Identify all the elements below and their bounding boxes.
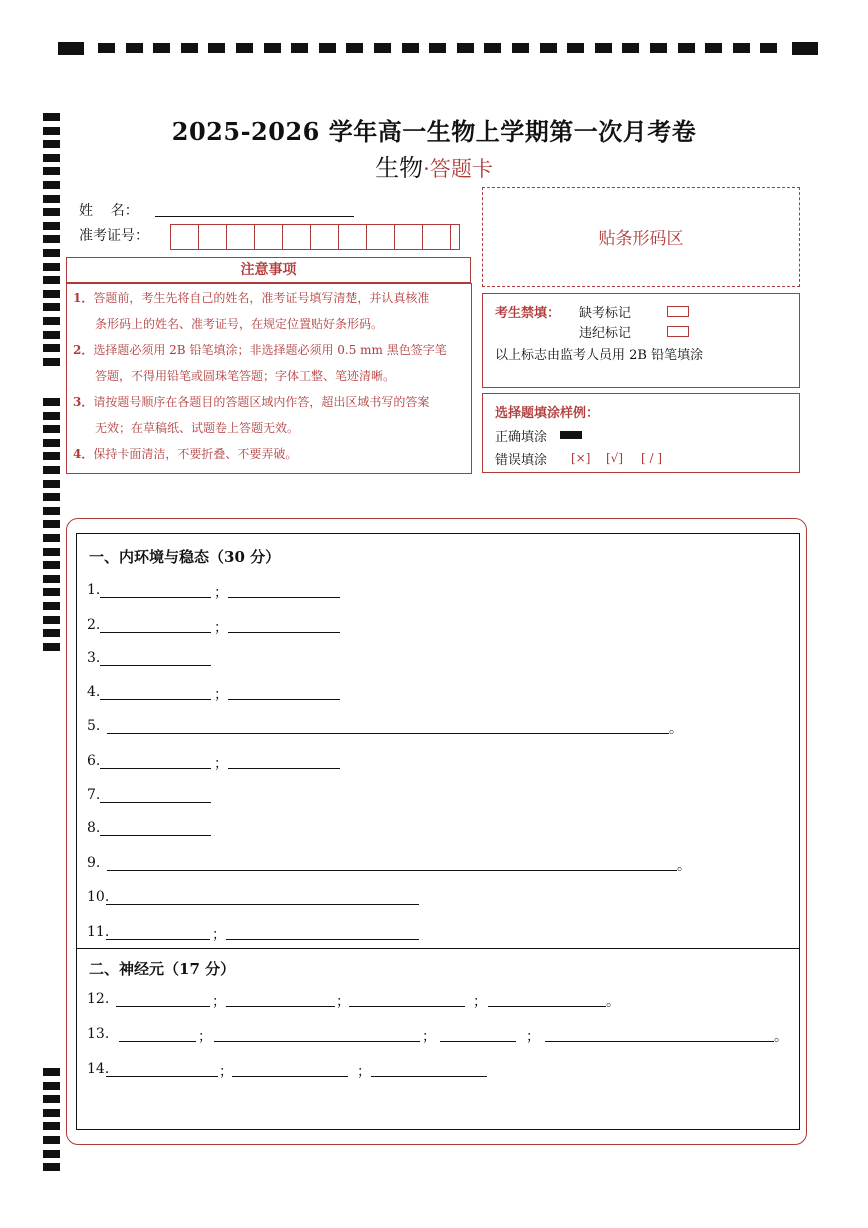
timing-mark (43, 548, 60, 556)
correct-fill-label: 正确填涂 (495, 430, 548, 445)
q4-number: 4. (87, 684, 101, 700)
q4-blank-1[interactable] (100, 699, 211, 700)
q12-blank-1[interactable] (116, 1006, 210, 1007)
q8-blank-1[interactable] (100, 835, 211, 836)
notice-item-2-line1: 2．选择题必须用 2B 铅笔填涂；非选择题必须用 0.5 mm 黑色签字笔 (73, 343, 447, 357)
timing-mark (43, 520, 60, 528)
q1-blank-2[interactable] (228, 597, 340, 598)
notice-title: 注意事项 (240, 262, 297, 278)
timing-mark (43, 561, 60, 569)
notice-item-3-line1: 3．请按题号顺序在各题目的答题区域内作答，超出区域书写的答案 (73, 395, 430, 409)
q13-blank-3[interactable] (440, 1041, 516, 1042)
q2-blank-2[interactable] (228, 632, 340, 633)
q13-blank-2[interactable] (214, 1041, 420, 1042)
timing-mark (512, 43, 529, 53)
subject-title (0, 148, 868, 183)
q6-sep: ； (214, 756, 228, 772)
notice-header (66, 257, 471, 283)
q10-blank-1[interactable] (106, 904, 419, 905)
exam-id-grid[interactable] (170, 224, 460, 250)
q2-sep: ； (214, 620, 228, 636)
name-label: 姓 名： (79, 203, 139, 219)
timing-mark (153, 43, 170, 53)
timing-mark (43, 195, 60, 203)
q2-blank-1[interactable] (100, 632, 211, 633)
timing-mark (43, 534, 60, 542)
q13-end: 。 (774, 1029, 788, 1045)
timing-mark (43, 344, 60, 352)
exam-id-label: 准考证号： (79, 228, 149, 244)
timing-mark (43, 439, 60, 447)
q11-number: 11. (87, 924, 110, 940)
timing-mark (43, 466, 60, 474)
proctor-note: 以上标志由监考人员用 2B 铅笔填涂 (495, 348, 704, 363)
q12-number: 12. (87, 991, 110, 1007)
q7-number: 7. (87, 787, 101, 803)
wrong-fill-label: 错误填涂 (495, 453, 548, 468)
timing-mark (374, 43, 391, 53)
q12-sep-2: ； (336, 994, 350, 1010)
fill-example-box (482, 393, 800, 473)
proctor-only-label: 考生禁填： (495, 306, 561, 321)
q12-sep-1: ； (212, 994, 226, 1010)
q6-blank-1[interactable] (100, 768, 211, 769)
timing-mark (43, 276, 60, 284)
q12-blank-2[interactable] (226, 1006, 335, 1007)
timing-mark (43, 507, 60, 515)
timing-mark (319, 43, 336, 53)
timing-mark (236, 43, 253, 53)
q11-blank-1[interactable] (106, 939, 210, 940)
q5-end: 。 (669, 721, 683, 737)
absent-mark-label: 缺考标记 (579, 306, 632, 321)
timing-mark (291, 43, 308, 53)
violation-mark-label: 违纪标记 (579, 326, 632, 341)
q14-blank-3[interactable] (371, 1076, 487, 1077)
timing-mark (43, 629, 60, 637)
section2-title: 二、神经元（17 分） (89, 960, 236, 978)
timing-mark (43, 1150, 60, 1158)
exam-title: 2025-2026 学年高一生物上学期第一次月考卷 (171, 117, 697, 146)
notice-item-1-line1: 1．答题前，考生先将自己的姓名，准考证号填写清楚，并认真核准 (73, 291, 430, 305)
q6-number: 6. (87, 753, 101, 769)
timing-mark (43, 1095, 60, 1103)
q12-end: 。 (606, 994, 620, 1010)
subject-name: 生物 (375, 154, 424, 182)
q14-sep-2: ； (357, 1064, 371, 1080)
barcode-label: 贴条形码区 (598, 229, 684, 249)
timing-mark (43, 263, 60, 271)
timing-mark (43, 249, 60, 257)
timing-mark (43, 602, 60, 610)
timing-mark (43, 412, 60, 420)
timing-mark (58, 42, 84, 55)
q7-blank-1[interactable] (100, 802, 211, 803)
q9-blank-1[interactable] (107, 870, 677, 871)
timing-mark (705, 43, 722, 53)
absent-mark-box[interactable] (667, 306, 689, 317)
q13-sep-2: ； (422, 1029, 436, 1045)
timing-mark (43, 1136, 60, 1144)
q5-number: 5. (87, 718, 101, 734)
timing-mark (43, 358, 60, 366)
timing-mark (402, 43, 419, 53)
notice-item-3-line2: 无效；在草稿纸、试题卷上答题无效。 (95, 421, 300, 435)
answer-card-label: 答题卡 (429, 157, 493, 181)
notice-body (66, 283, 472, 474)
q6-blank-2[interactable] (228, 768, 340, 769)
q8-number: 8. (87, 820, 101, 836)
timing-mark (43, 1163, 60, 1171)
timing-mark (678, 43, 695, 53)
timing-mark (43, 317, 60, 325)
timing-mark (760, 43, 777, 53)
q2-number: 2. (87, 617, 101, 633)
timing-mark (43, 222, 60, 230)
q11-sep: ； (212, 927, 226, 943)
q3-blank-1[interactable] (100, 665, 211, 666)
timing-mark (457, 43, 474, 53)
timing-mark (181, 43, 198, 53)
q1-number: 1. (87, 582, 101, 598)
notice-item-4-line1: 4．保持卡面清洁，不要折叠、不要弄破。 (73, 447, 298, 461)
q13-sep-1: ； (198, 1029, 212, 1045)
timing-mark (43, 643, 60, 651)
timing-mark (43, 303, 60, 311)
timing-mark (264, 43, 281, 53)
proctor-only-box (482, 293, 800, 388)
timing-mark (43, 290, 60, 298)
q12-blank-3[interactable] (349, 1006, 465, 1007)
q9-number: 9. (87, 855, 101, 871)
q13-blank-4[interactable] (545, 1041, 774, 1042)
timing-mark (43, 616, 60, 624)
correct-fill-sample (560, 431, 582, 439)
timing-mark (43, 1068, 60, 1076)
timing-mark (622, 43, 639, 53)
q4-blank-2[interactable] (228, 699, 340, 700)
timing-mark (43, 493, 60, 501)
timing-mark (43, 575, 60, 583)
timing-mark (43, 398, 60, 406)
q13-number: 13. (87, 1026, 110, 1042)
q1-sep: ； (214, 585, 228, 601)
timing-mark (43, 1122, 60, 1130)
timing-mark (98, 43, 115, 53)
timing-mark (43, 588, 60, 596)
q1-blank-1[interactable] (100, 597, 211, 598)
q13-sep-3: ； (526, 1029, 540, 1045)
q11-blank-2[interactable] (226, 939, 419, 940)
timing-mark (792, 42, 818, 55)
q5-blank-1[interactable] (107, 733, 669, 734)
section-divider (76, 948, 800, 949)
q14-blank-1[interactable] (106, 1076, 218, 1077)
wrong-fill-x: [×] (571, 451, 591, 465)
timing-mark (43, 1109, 60, 1117)
barcode-area (482, 187, 800, 287)
fill-example-title: 选择题填涂样例： (495, 406, 600, 421)
q14-number: 14. (87, 1061, 110, 1077)
timing-mark (43, 208, 60, 216)
timing-mark (43, 480, 60, 488)
timing-mark (43, 331, 60, 339)
wrong-fill-check: [√] (606, 451, 624, 465)
q14-sep-1: ； (219, 1064, 233, 1080)
timing-mark (595, 43, 612, 53)
timing-mark (43, 235, 60, 243)
wrong-fill-slash: [ / ] (641, 451, 663, 465)
q12-blank-4[interactable] (488, 1006, 606, 1007)
timing-mark (429, 43, 446, 53)
q14-blank-2[interactable] (232, 1076, 348, 1077)
timing-mark (346, 43, 363, 53)
violation-mark-box[interactable] (667, 326, 689, 337)
name-field[interactable] (155, 216, 354, 217)
notice-item-1-line2: 条形码上的姓名、准考证号，在规定位置贴好条形码。 (95, 317, 384, 331)
timing-mark (733, 43, 750, 53)
q12-sep-3: ； (473, 994, 487, 1010)
timing-mark (650, 43, 667, 53)
section1-title: 一、内环境与稳态（30 分） (89, 548, 281, 566)
timing-mark (43, 452, 60, 460)
notice-item-2-line2: 答题，不得用铅笔或圆珠笔答题；字体工整、笔迹清晰。 (95, 369, 396, 383)
timing-mark (540, 43, 557, 53)
subtitle-separator: · (423, 157, 430, 181)
q9-end: 。 (677, 858, 691, 874)
timing-mark (208, 43, 225, 53)
timing-mark (567, 43, 584, 53)
q10-number: 10. (87, 889, 110, 905)
timing-mark (126, 43, 143, 53)
q4-sep: ； (214, 687, 228, 703)
timing-mark (43, 425, 60, 433)
q3-number: 3. (87, 650, 101, 666)
q13-blank-1[interactable] (119, 1041, 196, 1042)
timing-mark (43, 1082, 60, 1090)
timing-mark (484, 43, 501, 53)
